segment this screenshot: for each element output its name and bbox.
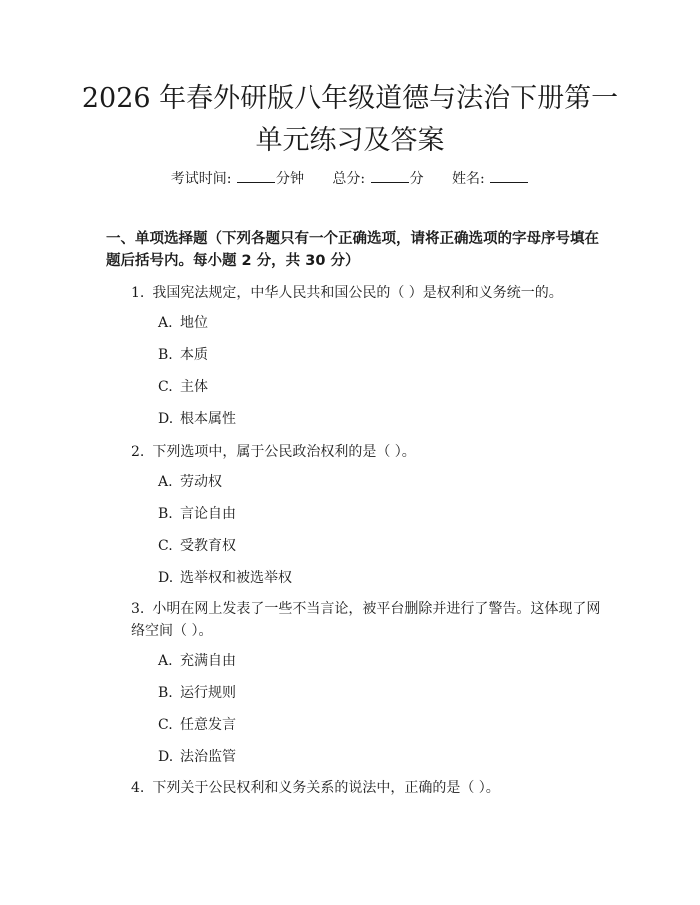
option-text: 任意发言 xyxy=(180,717,236,733)
total-score-field xyxy=(332,171,423,187)
name-blank[interactable] xyxy=(490,168,528,183)
option-text: 根本属性 xyxy=(180,411,236,427)
option-text: 地位 xyxy=(180,315,208,331)
exam-time-label: 考试时间: xyxy=(170,171,232,187)
option-text: 充满自由 xyxy=(180,653,236,669)
title-line-1: 2026 年春外研版八年级道德与法治下册第一 xyxy=(81,83,619,114)
name-label: 姓名: xyxy=(452,171,485,187)
option-letter: D. xyxy=(158,570,174,586)
question-3 xyxy=(131,598,611,642)
exam-time-blank[interactable] xyxy=(237,168,275,183)
exam-time-field xyxy=(171,171,304,187)
option-letter: A. xyxy=(158,315,173,331)
section-heading: 一、单项选择题（下列各题只有一个正确选项，请将正确选项的字母序号填在题后括号内。每小题 2 分，共 30 分） xyxy=(106,231,599,269)
option-1d[interactable] xyxy=(158,409,236,429)
option-letter: A. xyxy=(158,474,173,490)
option-letter: C. xyxy=(158,717,173,733)
option-text: 法治监管 xyxy=(180,749,236,765)
question-text: 下列选项中，属于公民政治权利的是（ ）。 xyxy=(152,444,416,460)
option-3d[interactable] xyxy=(158,747,236,767)
question-2 xyxy=(131,441,611,463)
option-letter: B. xyxy=(158,685,173,701)
option-letter: C. xyxy=(158,538,173,554)
option-text: 言论自由 xyxy=(180,506,236,522)
option-letter: D. xyxy=(158,411,174,427)
option-1a[interactable] xyxy=(158,313,208,333)
document-title xyxy=(60,78,640,162)
option-letter: B. xyxy=(158,506,173,522)
option-3c[interactable] xyxy=(158,715,236,735)
option-3a[interactable] xyxy=(158,651,236,671)
total-score-blank[interactable] xyxy=(371,168,409,183)
title-line-2: 单元练习及答案 xyxy=(255,125,445,156)
question-number: 2. xyxy=(131,444,145,460)
exam-time-unit: 分钟 xyxy=(275,171,304,187)
question-text: 下列关于公民权利和义务关系的说法中，正确的是（ ）。 xyxy=(152,780,500,796)
option-text: 运行规则 xyxy=(180,685,236,701)
option-3b[interactable] xyxy=(158,683,236,703)
option-letter: B. xyxy=(158,347,173,363)
option-text: 主体 xyxy=(180,379,208,395)
option-letter: D. xyxy=(158,749,174,765)
option-letter: A. xyxy=(158,653,173,669)
option-2a[interactable] xyxy=(158,472,222,492)
question-number: 3. xyxy=(131,601,145,617)
option-letter: C. xyxy=(158,379,173,395)
question-text: 小明在网上发表了一些不当言论，被平台删除并进行了警告。这体现了网络空间（ ）。 xyxy=(131,601,601,639)
option-text: 本质 xyxy=(180,347,208,363)
name-field xyxy=(452,171,529,187)
question-number: 4. xyxy=(131,780,145,796)
total-score-unit: 分 xyxy=(409,171,424,187)
question-1 xyxy=(131,282,611,304)
total-score-label: 总分: xyxy=(332,171,366,187)
option-2c[interactable] xyxy=(158,536,236,556)
option-2d[interactable] xyxy=(158,568,292,588)
exam-info-row xyxy=(0,168,700,189)
option-text: 受教育权 xyxy=(180,538,236,554)
question-4 xyxy=(131,777,611,799)
option-text: 选举权和被选举权 xyxy=(180,570,292,586)
question-text: 我国宪法规定，中华人民共和国公民的（ ）是权利和义务统一的。 xyxy=(152,285,563,301)
question-number: 1. xyxy=(131,285,145,301)
option-1c[interactable] xyxy=(158,377,208,397)
option-2b[interactable] xyxy=(158,504,236,524)
option-1b[interactable] xyxy=(158,345,208,365)
option-text: 劳动权 xyxy=(180,474,222,490)
